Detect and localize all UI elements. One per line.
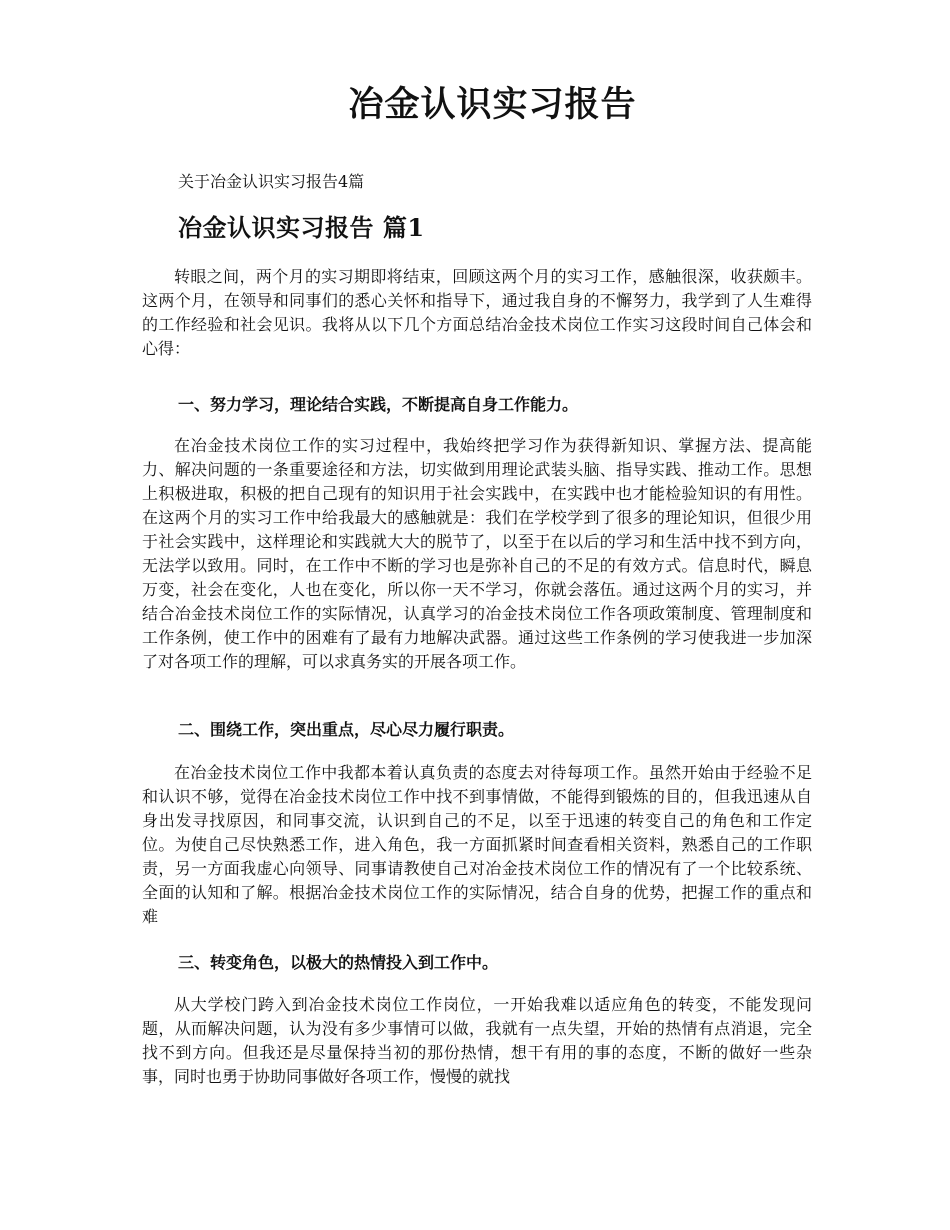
paragraph-opening: 转眼之间，两个月的实习期即将结束，回顾这两个月的实习工作，感触很深，收获颇丰。这两个月，在领导和同事们的悉心关怀和指导下，通过我自身的不懈努力，我学到了人生难得的工作经验和社会见识。我将从以下几个方面总结冶金技术岗位工作实习这段时间自己体会和心得：: [142, 267, 812, 358]
subheading-study: 一、努力学习，理论结合实践，不断提高自身工作能力。: [178, 395, 579, 414]
paragraph-duties: 在冶金技术岗位工作中我都本着认真负责的态度去对待每项工作。虽然开始由于经验不足和认识不够，觉得在冶金技术岗位工作中找不到事情做，不能得到锻炼的目的，但我迅速从自身出发寻找原因，和同事交流，认识到自己的不足，以至于迅速的转变自己的角色和工作定位。为使自己尽快熟悉工作，进入角色，我一方面抓紧时间查看相关资料，熟悉自己的工作职责，另一方面我虚心向领导、同事请教使自己对冶金技术岗位工作的情况有了一个比较系统、全面的认知和了解。根据冶金技术岗位工作的实际情况，结合自身的优势，把握工作的重点和难: [142, 763, 812, 926]
paragraph-role-change: 从大学校门跨入到冶金技术岗位工作岗位，一开始我难以适应角色的转变，不能发现问题，从而解决问题，认为没有多少事情可以做，我就有一点失望，开始的热情有点消退，完全找不到方向。但我还是尽量保持当初的那份热情，想干有用的事的态度，不断的做好一些杂事，同时也勇于协助同事做好各项工作，慢慢的就找: [142, 995, 812, 1086]
subheading-role-change: 三、转变角色，以极大的热情投入到工作中。: [178, 953, 499, 972]
section-heading: 冶金认识实习报告 篇1: [178, 213, 425, 242]
document-title: 冶金认识实习报告: [348, 84, 637, 125]
document-intro: 关于冶金认识实习报告4篇: [178, 172, 365, 191]
subheading-duties: 二、围绕工作，突出重点，尽心尽力履行职责。: [178, 720, 515, 739]
paragraph-study: 在冶金技术岗位工作的实习过程中，我始终把学习作为获得新知识、掌握方法、提高能力、解决问题的一条重要途径和方法，切实做到用理论武装头脑、指导实践、推动工作。思想上积极进取，积极的把自己现有的知识用于社会实践中，在实践中也才能检验知识的有用性。在这两个月的实习工作中给我最大的感触就是：我们在学校学到了很多的理论知识，但很少用于社会实践中，这样理论和实践就大大的脱节了，以至于在以后的学习和生活中找不到方向，无法学以致用。同时，在工作中不断的学习也是弥补自己的不足的有效方式。信息时代，瞬息万变，社会在变化，人也在变化，所以你一天不学习，你就会落伍。通过这两个月的实习，并结合冶金技术岗位工作的实际情况，认真学习的冶金技术岗位工作各项政策制度、管理制度和工作条例，使工作中的困难有了最有力地解决武器。通过这些工作条例的学习使我进一步加深了对各项工作的理解，可以求真务实的开展各项工作。: [142, 436, 812, 671]
